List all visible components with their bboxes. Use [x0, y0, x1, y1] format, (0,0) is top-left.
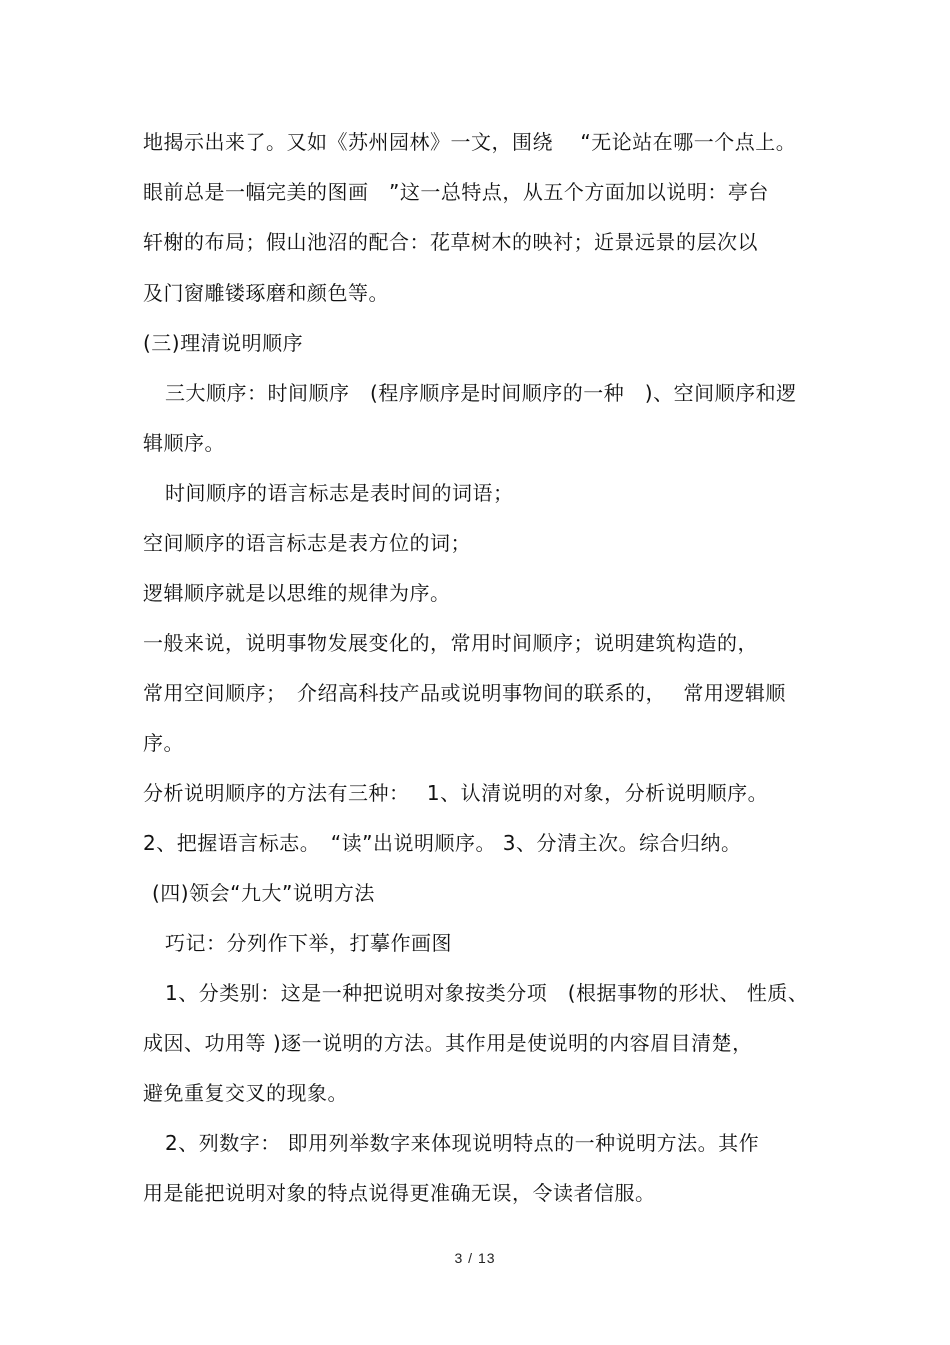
text-line-10: 逻辑顺序就是以思维的规律为序。	[143, 581, 451, 605]
section-heading-3: (三)理清说明顺序	[143, 331, 304, 355]
text-line-11: 一般来说，说明事物发展变化的，常用时间顺序；说明建筑构造的，	[143, 631, 758, 655]
text-line-7: 辑顺序。	[143, 431, 225, 455]
section-heading-4: (四)领会“九大”说明方法	[152, 881, 375, 905]
text-line-14: 分析说明顺序的方法有三种： 1、认清说明的对象，分析说明顺序。	[143, 781, 769, 805]
text-line-13: 序。	[143, 731, 184, 755]
text-line-1: 地揭示出来了。又如《苏州园林》一文，围绕 “无论站在哪一个点上。	[143, 130, 797, 154]
text-line-21: 2、列数字： 即用列举数字来体现说明特点的一种说明方法。其作	[165, 1131, 760, 1155]
text-line-20: 避免重复交叉的现象。	[143, 1081, 348, 1105]
text-line-9: 空间顺序的语言标志是表方位的词；	[143, 531, 471, 555]
text-line-8: 时间顺序的语言标志是表时间的词语；	[165, 481, 514, 505]
text-line-12: 常用空间顺序； 介绍高科技产品或说明事物间的联系的， 常用逻辑顺	[143, 681, 786, 705]
text-line-17: 巧记：分列作下举，打摹作画图	[165, 931, 452, 955]
text-line-15: 2、把握语言标志。 “读”出说明顺序。 3、分清主次。综合归纳。	[143, 831, 742, 855]
text-line-22: 用是能把说明对象的特点说得更准确无误，令读者信服。	[143, 1181, 656, 1205]
text-line-3: 轩榭的布局；假山池沼的配合：花草树木的映衬；近景远景的层次以	[143, 230, 758, 254]
page-number: 3 / 13	[454, 1250, 496, 1266]
text-line-4: 及门窗雕镂琢磨和颜色等。	[143, 281, 389, 305]
text-line-6: 三大顺序：时间顺序 (程序顺序是时间顺序的一种 )、空间顺序和逻	[165, 381, 797, 405]
text-line-18: 1、分类别：这是一种把说明对象按类分项 (根据事物的形状、 性质、	[165, 981, 809, 1005]
text-line-19: 成因、功用等 )逐一说明的方法。其作用是使说明的内容眉目清楚，	[143, 1031, 753, 1055]
text-line-2: 眼前总是一幅完美的图画 ”这一总特点，从五个方面加以说明：亭台	[143, 180, 769, 204]
